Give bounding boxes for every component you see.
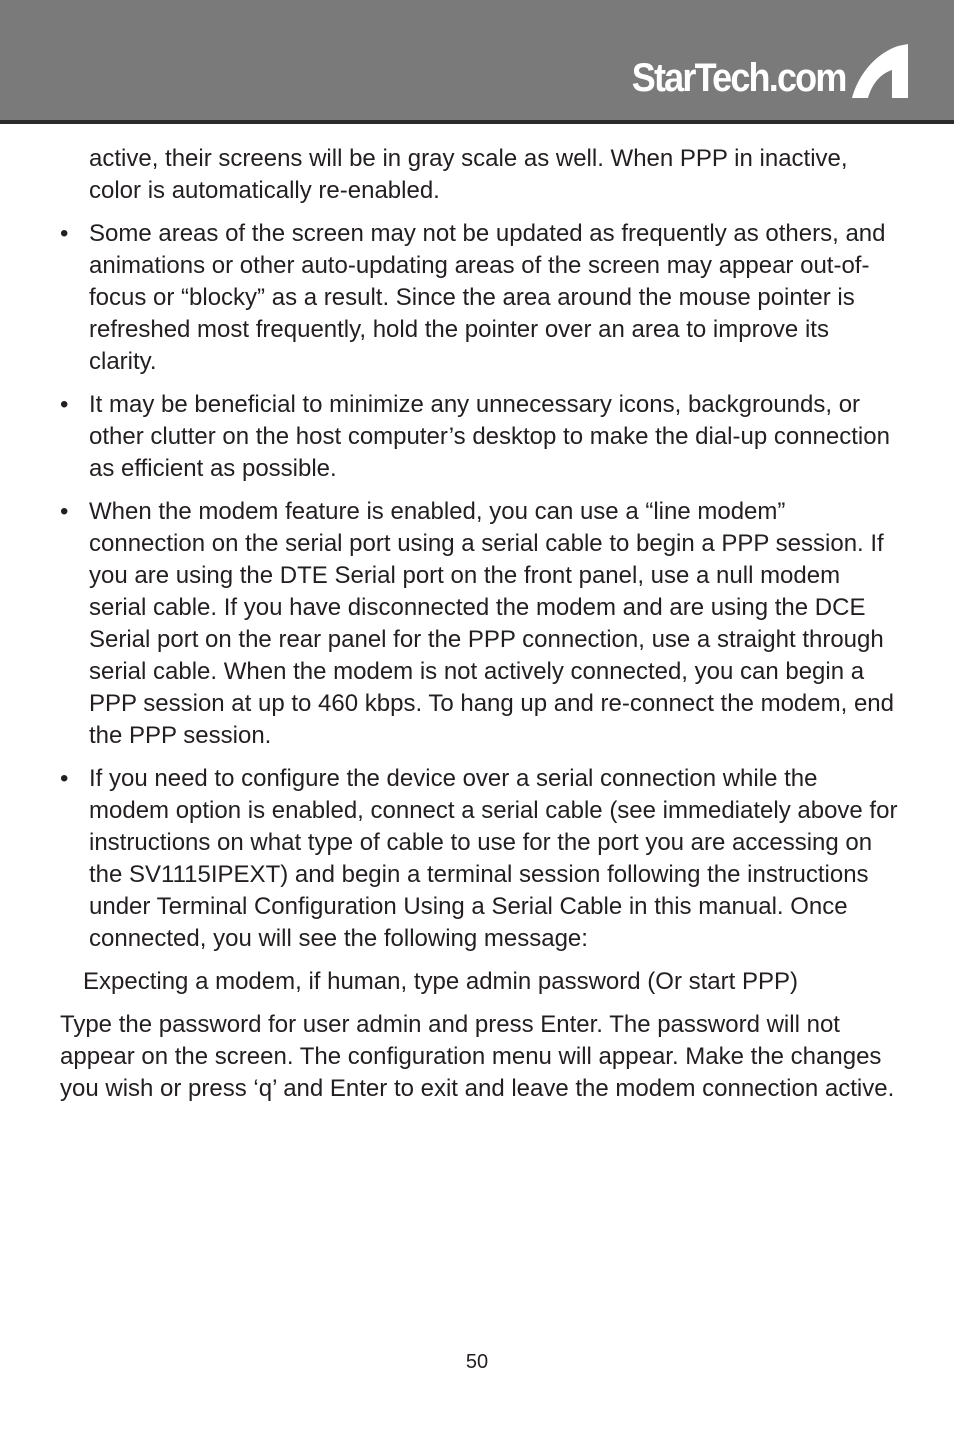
list-item [60, 389, 900, 485]
modem-message: Expecting a modem, if human, type admin password (Or start PPP) [83, 968, 798, 995]
closing-paragraph: Type the password for user admin and press Enter. The password will not appear on the screen. The configuration menu will appear. Make the changes you wish or press ‘q’ and Enter to exit and leave the modem connection active. [60, 1011, 895, 1102]
list-item [60, 496, 900, 752]
brand-name: StarTech.com [632, 56, 846, 100]
bullet-marker: • [60, 498, 69, 525]
startech-swoosh-icon [848, 42, 910, 100]
page-header [0, 0, 954, 124]
bullet-list [60, 218, 900, 955]
page-number: 50 [465, 1351, 489, 1373]
list-item-text: It may be beneficial to minimize any unnecessary icons, backgrounds, or other clutter on the host computer’s desktop to make the dial-up connection as efficient as possible. [89, 391, 890, 482]
page-body [60, 143, 900, 1105]
list-item-text: When the modem feature is enabled, you can use a “line modem” connection on the serial port using a serial cable to begin a PPP session. If you are using the DTE Serial port on the front panel, use a null modem serial cable. If you have disconnected the modem and are using the DCE Serial port on the rear panel for the PPP connection, use a straight through serial cable. When the modem is not actively connected, you can begin a PPP session at up to 460 kbps. To hang up and re-connect the modem, end the PPP session. [89, 498, 894, 749]
list-item-text: If you need to configure the device over a serial connection while the modem option is enabled, connect a serial cable (see immediately above for instructions on what type of cable to use for the port you are accessing on the SV1115IPEXT) and begin a terminal session following the instructions under Terminal Configuration Using a Serial Cable in this manual. Once connected, you will see the following message: [89, 765, 898, 952]
bullet-marker: • [60, 391, 69, 418]
bullet-marker: • [60, 220, 69, 247]
list-item-text: Some areas of the screen may not be updated as frequently as others, and animations or other auto-updating areas of the screen may appear out-of-focus or “blocky” as a result. Since the area around the mouse pointer is refreshed most frequently, hold the pointer over an area to improve its clarity. [89, 220, 886, 375]
list-item [60, 763, 900, 955]
continued-paragraph: active, their screens will be in gray scale as well. When PPP in inactive, color is automatically re-enabled. [89, 145, 848, 204]
list-item [60, 218, 900, 378]
bullet-marker: • [60, 765, 69, 792]
startech-logo [608, 42, 910, 100]
